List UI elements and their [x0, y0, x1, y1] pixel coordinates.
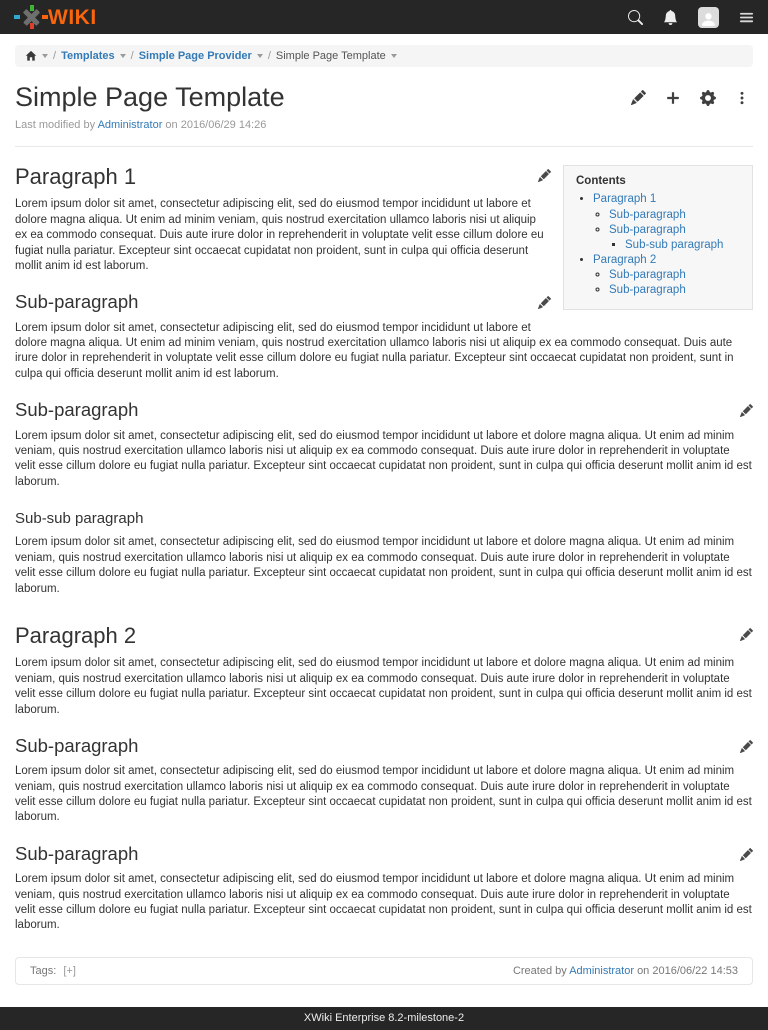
- kebab-menu-icon: [735, 90, 749, 106]
- modified-prefix: Last modified by: [15, 119, 96, 132]
- logo-green-tick: [30, 5, 34, 11]
- section-edit-pencil-icon[interactable]: [538, 169, 551, 182]
- created-prefix: Created by: [512, 964, 567, 977]
- version-text: XWiki Enterprise 8.2-milestone-2: [303, 1011, 465, 1024]
- gear-icon: [700, 90, 716, 106]
- section-title: Sub-sub paragraph: [15, 510, 144, 528]
- modified-suffix: on 2016/06/29 14:26: [165, 119, 267, 132]
- xwiki-logo[interactable]: [14, 4, 97, 30]
- notifications-bell-icon[interactable]: [663, 10, 678, 25]
- section-title: Sub-paragraph: [15, 291, 139, 313]
- plus-icon: [665, 90, 681, 106]
- section-body: Lorem ipsum dolor sit amet, consectetur adipiscing elit, sed do eiusmod tempor incididunt ut labore et dolore magna aliqua. Ut enim ad minim veniam, quis nostrud exercitation ullamco laboris nisi ut aliquip ex ea commodo consequat. Duis aute irure dolor in reprehenderit in voluptate velit esse cillum dolore eu fugiat nulla pariatur. Excepteur sint occaecat cupidatat non proident, sunt in culpa qui officia deserunt mollit anim id est laborum.: [15, 873, 752, 932]
- toc-item: [609, 223, 740, 253]
- toc-item: [593, 253, 740, 299]
- logo-blue-dash: [14, 15, 20, 20]
- doc-footer: [15, 957, 753, 985]
- toc-link[interactable]: Sub-paragraph: [609, 284, 686, 297]
- toc-link[interactable]: Sub-sub paragraph: [625, 238, 724, 251]
- person-icon: [700, 11, 717, 28]
- toc-link[interactable]: Sub-paragraph: [609, 223, 686, 236]
- title-bar: [15, 82, 753, 113]
- topbar-icons: [628, 7, 754, 28]
- section-title: Sub-paragraph: [15, 734, 139, 756]
- breadcrumb-link[interactable]: Templates: [61, 50, 115, 62]
- section-heading: [15, 735, 753, 756]
- tags-label: Tags:: [30, 964, 57, 977]
- chevron-down-icon[interactable]: [391, 54, 397, 58]
- toc-item: [625, 238, 740, 253]
- admin-actions-button[interactable]: [700, 90, 716, 106]
- main-container: [0, 45, 768, 985]
- modified-by-link[interactable]: Administrator: [97, 119, 163, 132]
- create-page-button[interactable]: [665, 90, 681, 106]
- breadcrumb-separator: /: [267, 50, 271, 62]
- toc-link[interactable]: Paragraph 2: [593, 254, 657, 267]
- page-title: Simple Page Template: [15, 82, 285, 112]
- section-body: Lorem ipsum dolor sit amet, consectetur adipiscing elit, sed do eiusmod tempor incididunt ut labore et dolore magna aliqua. Ut enim ad minim veniam, quis nostrud exercitation ullamco laboris nisi ut aliquip ex ea commodo consequat. Duis aute irure dolor in reprehenderit in voluptate velit esse cillum dolore eu fugiat nulla pariatur. Excepteur sint occaecat cupidatat non proident, sunt in culpa qui officia deserunt mollit anim id est laborum.: [15, 765, 752, 824]
- logo-red-tick: [30, 23, 34, 29]
- breadcrumb: [15, 45, 753, 67]
- toc-link[interactable]: Sub-paragraph: [609, 208, 686, 221]
- toc-link[interactable]: Paragraph 1: [593, 193, 657, 206]
- breadcrumb-current: Simple Page Template: [275, 50, 386, 62]
- page-actions: [631, 90, 753, 106]
- user-avatar[interactable]: [698, 7, 719, 28]
- created-by-link[interactable]: Administrator: [569, 964, 634, 977]
- xwiki-x-mark: [14, 4, 47, 30]
- toc-item: [609, 208, 740, 223]
- page-content: [15, 147, 753, 943]
- section-edit-pencil-icon[interactable]: [740, 740, 753, 753]
- section-body: Lorem ipsum dolor sit amet, consectetur adipiscing elit, sed do eiusmod tempor incididunt ut labore et dolore magna aliqua. Ut enim ad minim veniam, quis nostrud exercitation ullamco laboris nisi ut aliquip ex ea commodo consequat. Duis aute irure dolor in reprehenderit in voluptate velit esse cillum dolore eu fugiat nulla pariatur. Excepteur sint occaecat cupidatat non proident, sunt in culpa qui officia deserunt mollit anim id est laborum.: [15, 198, 544, 272]
- drawer-menu-icon[interactable]: [739, 10, 754, 25]
- top-navbar: [0, 0, 768, 34]
- tags-area: [30, 965, 76, 977]
- section-title: Paragraph 1: [15, 164, 137, 190]
- last-modified: [15, 119, 753, 131]
- section-edit-pencil-icon[interactable]: [538, 296, 551, 309]
- breadcrumb-link[interactable]: Simple Page Provider: [138, 50, 252, 62]
- chevron-down-icon[interactable]: [257, 54, 263, 58]
- content-section: [15, 623, 753, 718]
- section-edit-pencil-icon[interactable]: [740, 628, 753, 641]
- breadcrumb-separator: /: [53, 50, 57, 62]
- section-body: Lorem ipsum dolor sit amet, consectetur adipiscing elit, sed do eiusmod tempor incididunt ut labore et dolore magna aliqua. Ut enim ad minim veniam, quis nostrud exercitation ullamco laboris nisi ut aliquip ex ea commodo consequat. Duis aute irure dolor in reprehenderit in voluptate velit esse cillum dolore eu fugiat nulla pariatur. Excepteur sint occaecat cupidatat non proident, sunt in culpa qui officia deserunt mollit anim id est laborum.: [15, 657, 752, 716]
- brand-text: WIKI: [48, 5, 97, 29]
- content-section: [15, 510, 753, 597]
- toc-title: Contents: [576, 175, 626, 188]
- section-body: Lorem ipsum dolor sit amet, consectetur adipiscing elit, sed do eiusmod tempor incididunt ut labore et dolore magna aliqua. Ut enim ad minim veniam, quis nostrud exercitation ullamco laboris nisi ut aliquip ex ea commodo consequat. Duis aute irure dolor in reprehenderit in voluptate velit esse cillum dolore eu fugiat nulla pariatur. Excepteur sint occaecat cupidatat non proident, sunt in culpa qui officia deserunt mollit anim id est laborum.: [15, 536, 752, 595]
- toc-list: [576, 192, 740, 298]
- section-title: Sub-paragraph: [15, 842, 139, 864]
- logo-orange-dash: [42, 15, 48, 20]
- chevron-down-icon[interactable]: [42, 54, 48, 58]
- content-section: [15, 843, 753, 934]
- section-edit-pencil-icon[interactable]: [740, 404, 753, 417]
- breadcrumb-separator: /: [130, 50, 134, 62]
- toc-link[interactable]: Sub-paragraph: [609, 269, 686, 282]
- section-title: Paragraph 2: [15, 623, 137, 649]
- section-edit-pencil-icon[interactable]: [740, 848, 753, 861]
- section-heading: [15, 843, 753, 864]
- pencil-icon: [631, 90, 646, 105]
- content-section: [15, 735, 753, 826]
- section-heading: [15, 510, 753, 527]
- table-of-contents: [563, 165, 753, 310]
- section-heading: [15, 399, 753, 420]
- section-title: Sub-paragraph: [15, 399, 139, 421]
- created-by: [513, 965, 738, 977]
- toc-item: [609, 283, 740, 298]
- toc-item: [609, 268, 740, 283]
- content-section: [15, 399, 753, 490]
- toc-item: [593, 192, 740, 253]
- more-actions-button[interactable]: [735, 90, 749, 106]
- version-bar: [0, 1007, 768, 1030]
- section-body: Lorem ipsum dolor sit amet, consectetur adipiscing elit, sed do eiusmod tempor incididunt ut labore et dolore magna aliqua. Ut enim ad minim veniam, quis nostrud exercitation ullamco laboris nisi ut aliquip ex ea commodo consequat. Duis aute irure dolor in reprehenderit in voluptate velit esse cillum dolore eu fugiat nulla pariatur. Excepteur sint occaecat cupidatat non proident, sunt in culpa qui officia deserunt mollit anim id est laborum.: [15, 429, 752, 488]
- edit-page-button[interactable]: [631, 90, 646, 105]
- chevron-down-icon[interactable]: [120, 54, 126, 58]
- created-suffix: on 2016/06/22 14:53: [637, 964, 738, 977]
- search-icon[interactable]: [628, 10, 643, 25]
- add-tag-button[interactable]: [+]: [63, 964, 76, 977]
- section-heading: [15, 623, 753, 648]
- section-body: Lorem ipsum dolor sit amet, consectetur adipiscing elit, sed do eiusmod tempor incididunt ut labore et dolore magna aliqua. Ut enim ad minim veniam, quis nostrud exercitation ullamco laboris nisi ut aliquip ex ea commodo consequat. Duis aute irure dolor in reprehenderit in voluptate velit esse cillum dolore eu fugiat nulla pariatur. Excepteur sint occaecat cupidatat non proident, sunt in culpa qui officia deserunt mollit anim id est laborum.: [15, 321, 734, 380]
- home-icon[interactable]: [25, 50, 37, 62]
